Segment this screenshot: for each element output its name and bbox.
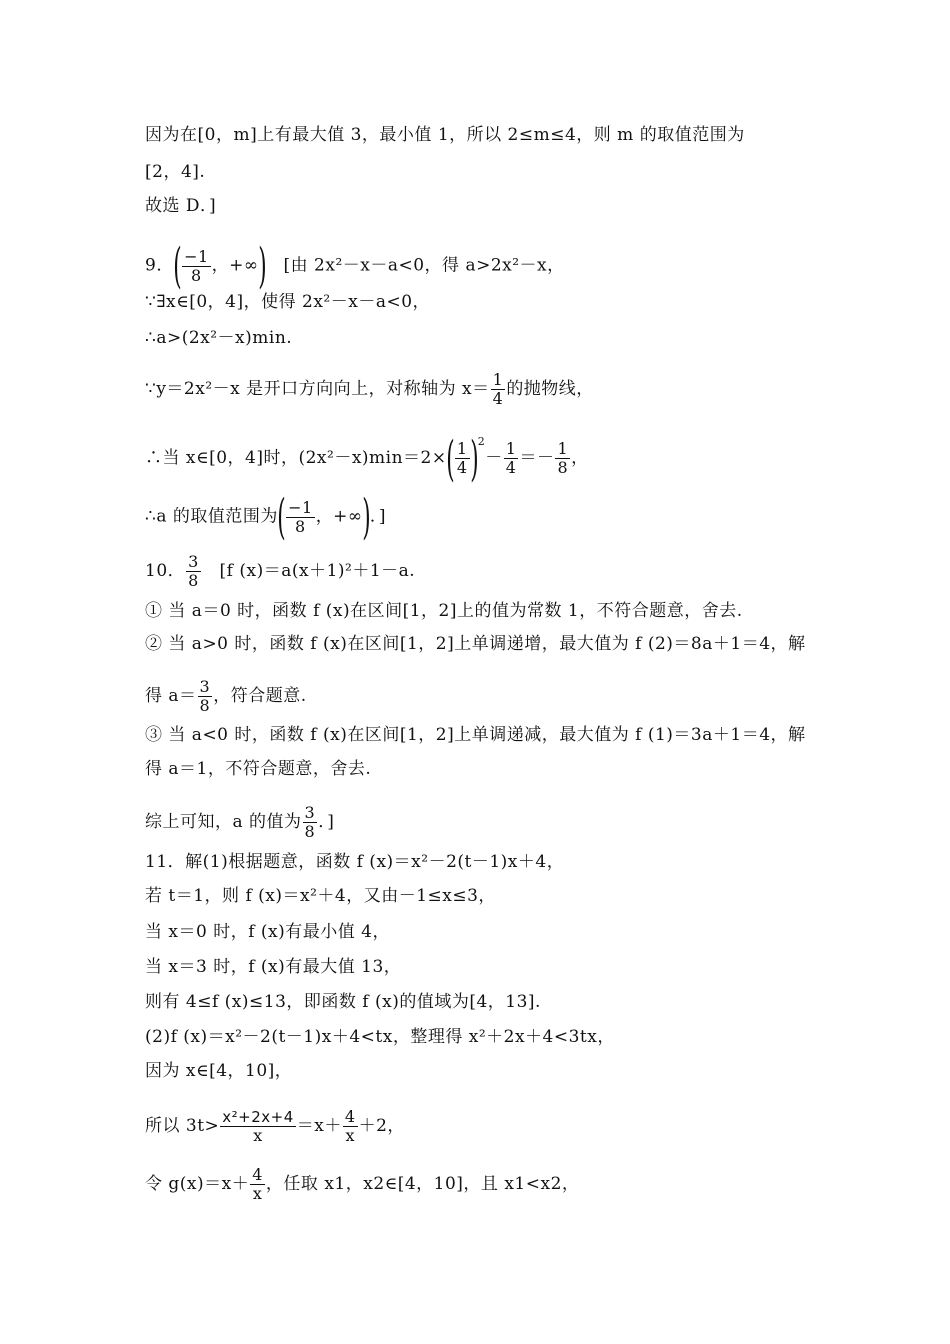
text-segment: ∵y＝2x²－x 是开口方向向上，对称轴为 x＝	[145, 379, 490, 399]
fraction	[555, 440, 570, 477]
fraction-denominator: x	[252, 1184, 263, 1203]
fraction-numerator: 1	[505, 439, 517, 458]
text-segment: 得 a＝	[145, 686, 197, 706]
text-segment: ．]	[318, 812, 335, 832]
fraction	[455, 440, 470, 477]
text-segment: －	[485, 448, 503, 468]
fraction-numerator: 3	[199, 677, 211, 696]
fraction	[303, 804, 318, 841]
q9-line	[145, 238, 565, 294]
fraction-numerator: 4	[344, 1107, 356, 1126]
conclusion-line	[145, 804, 334, 841]
right-paren: )	[257, 238, 267, 294]
exponent: 2	[477, 435, 486, 448]
fraction	[186, 553, 201, 590]
fraction-denominator: 8	[304, 822, 316, 841]
fraction	[286, 499, 315, 536]
text-segment: ∴a 的取值范围为	[145, 506, 278, 527]
fraction-numerator: 3	[188, 552, 199, 571]
text-segment: 令 g(x)＝x＋	[145, 1174, 250, 1194]
text-line: 则有 4≤f (x)≤13，即函数 f (x)的值域为[4，13].	[145, 992, 541, 1012]
text-line: 若 t＝1，则 f (x)＝x²＋4，又由－1≤x≤3，	[145, 886, 496, 906]
range-line	[145, 489, 386, 545]
fraction	[504, 440, 519, 477]
text-line: 当 x＝0 时，f (x)有最小值 4，	[145, 922, 390, 942]
text-segment: 综上可知，a 的值为	[145, 812, 302, 832]
fraction-denominator: 8	[295, 516, 306, 536]
text-line: 故选 D．]	[145, 196, 217, 216]
text-segment: 所以 3t>	[145, 1116, 220, 1136]
text-segment: ＝x＋	[296, 1116, 342, 1136]
fraction	[220, 1108, 296, 1145]
text-line: 得 a＝1，不符合题意，舍去.	[145, 759, 372, 779]
fraction-denominator: x	[253, 1126, 263, 1145]
left-paren: (	[173, 238, 182, 294]
fraction-numerator: 3	[304, 803, 316, 822]
text-line: 因为在[0，m]上有最大值 3，最小值 1，所以 2≤m≤4，则 m 的取值范围为	[145, 125, 745, 145]
question-number: 9．	[145, 255, 174, 276]
fraction-numerator: x²+2x+4	[222, 1108, 294, 1126]
interval-end: ，+∞	[315, 506, 363, 527]
question-number: 10．	[145, 561, 186, 581]
text-line: 因为 x∈[4，10]，	[145, 1061, 293, 1081]
fraction-denominator: 4	[492, 389, 504, 408]
text-segment: ＝－	[519, 448, 555, 468]
fraction	[182, 248, 211, 285]
text-line: ③ 当 a<0 时，函数 f (x)在区间[1，2]上单调递减，最大值为 f (1)＝3a＋1＝4，解	[145, 725, 806, 745]
text-line: ① 当 a＝0 时，函数 f (x)在区间[1，2]上的值为常数 1，不符合题意，舍去.	[145, 601, 743, 621]
text-line: (2)f (x)＝x²－2(t－1)x＋4<tx，整理得 x²＋2x＋4<3tx，	[145, 1027, 615, 1047]
text-line: [2，4].	[145, 162, 206, 182]
text-segment: 的抛物线，	[506, 379, 594, 399]
fraction	[250, 1166, 265, 1203]
text-segment: ＋2，	[358, 1116, 405, 1136]
fraction-denominator: 8	[199, 696, 211, 715]
fraction-denominator: 4	[456, 458, 468, 477]
axis-line	[145, 371, 594, 408]
right-paren: )	[469, 430, 479, 487]
answer-text: [由 2x²－x－a<0，得 a>2x²－x，	[283, 255, 565, 276]
fraction-numerator: 1	[492, 370, 504, 389]
answer-text: [f (x)＝a(x＋1)²＋1－a.	[219, 561, 416, 581]
text-line: ∴a>(2x²－x)min.	[145, 328, 293, 348]
interval-end: ，+∞	[211, 255, 259, 276]
text-segment: ．]	[369, 506, 386, 527]
g-definition-line	[145, 1166, 579, 1203]
right-paren: )	[361, 489, 371, 545]
text-segment: ∴当 x∈[0，4]时，(2x²－x)min＝2×	[145, 448, 447, 468]
fraction-denominator: 8	[191, 265, 202, 285]
fraction-numerator: 1	[557, 439, 569, 458]
text-line: 当 x＝3 时，f (x)有最大值 13，	[145, 957, 402, 977]
fraction-numerator: −1	[288, 497, 313, 517]
inequality-line	[145, 1108, 405, 1145]
left-paren: (	[445, 430, 455, 487]
text-segment: ，任取 x1，x2∈[4，10]，且 x1<x2，	[265, 1174, 580, 1194]
text-segment: ，	[571, 448, 589, 468]
fraction-denominator: x	[345, 1126, 355, 1145]
fraction	[491, 371, 506, 408]
text-line: ∵∃x∈[0，4]，使得 2x²－x－a<0，	[145, 292, 431, 312]
text-segment: ，符合题意.	[213, 686, 307, 706]
fraction-numerator: 1	[456, 439, 468, 458]
fraction-denominator: 4	[505, 458, 517, 477]
fraction-denominator: 8	[188, 571, 199, 590]
q10-line	[145, 553, 415, 590]
left-paren: (	[277, 489, 286, 545]
fraction	[198, 678, 213, 715]
min-calc-line	[145, 430, 589, 487]
text-line: 11．解(1)根据题意，函数 f (x)＝x²－2(t－1)x＋4，	[145, 852, 565, 872]
text-line: ② 当 a>0 时，函数 f (x)在区间[1，2]上单调递增，最大值为 f (2)＝8a＋1＝4，解	[145, 634, 806, 654]
fraction-denominator: 8	[557, 458, 569, 477]
fraction-numerator: −1	[184, 246, 209, 266]
fraction	[343, 1108, 358, 1145]
fraction-numerator: 4	[252, 1165, 263, 1184]
case2-result-line	[145, 678, 307, 715]
